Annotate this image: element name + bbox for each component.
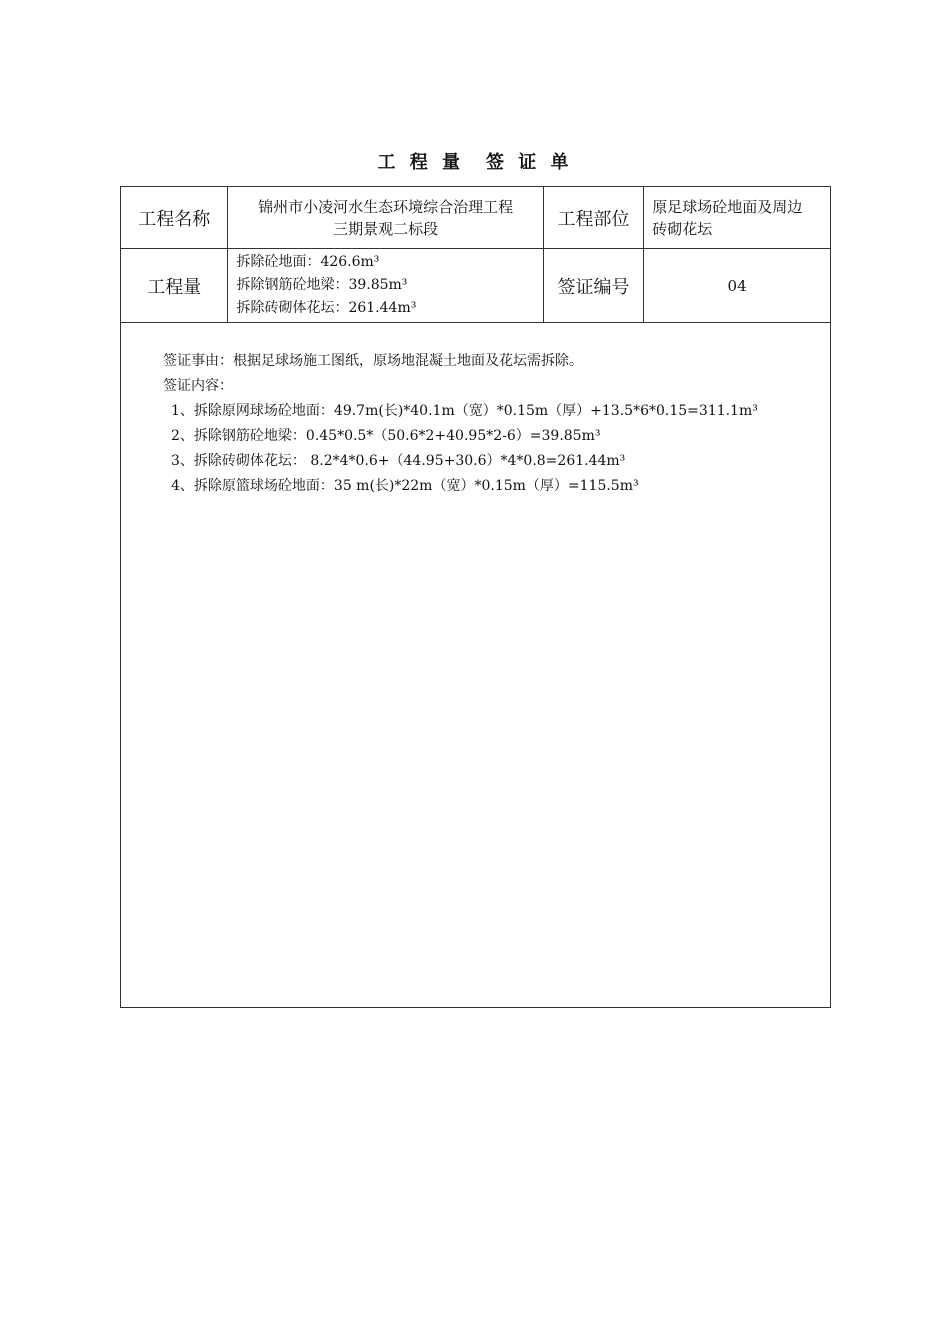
quantity-values	[228, 249, 543, 323]
title-part-visa: 签 证 单	[486, 152, 573, 173]
location-value	[644, 187, 831, 249]
visa-content-cell	[121, 323, 831, 1008]
quantity-item-flower-bed: 拆除砖砌体花坛：261.44m³	[236, 300, 417, 316]
location-line-1: 原足球场砼地面及周边	[652, 197, 803, 216]
location-line-2: 砖砌花坛	[652, 219, 713, 238]
quantity-item-concrete-floor: 拆除砼地面：426.6m³	[236, 254, 380, 270]
content-item-1: 1、拆除原网球场砼地面：49.7m(长)*40.1m（宽）*0.15m（厚）+13.5*6*0.15=311.1m³	[171, 403, 758, 419]
title-part-quantity: 工 程 量	[377, 152, 464, 173]
quantity-item-ground-beam: 拆除钢筋砼地梁：39.85m³	[236, 277, 408, 293]
visa-content-label: 签证内容：	[163, 378, 233, 394]
project-name-line-2: 三期景观二标段	[333, 219, 439, 238]
project-name-label: 工程名称	[121, 187, 228, 249]
serial-value: 04	[644, 249, 831, 323]
visa-reason: 签证事由：根据足球场施工图纸，原场地混凝土地面及花坛需拆除。	[163, 353, 583, 369]
document-title	[0, 148, 950, 174]
content-item-2: 2、拆除钢筋砼地梁：0.45*0.5*（50.6*2+40.95*2-6）=39.85m³	[171, 428, 601, 444]
table-row-quantity	[121, 249, 831, 323]
location-label: 工程部位	[543, 187, 643, 249]
table-row-project	[121, 187, 831, 249]
project-name-value	[228, 187, 543, 249]
content-item-3: 3、拆除砖砌体花坛： 8.2*4*0.6+（44.95+30.6）*4*0.8=261.44m³	[171, 453, 626, 469]
visa-content	[121, 323, 830, 499]
table-row-content	[121, 323, 831, 1008]
serial-label: 签证编号	[543, 249, 643, 323]
content-item-4: 4、拆除原篮球场砼地面：35 m(长)*22m（宽）*0.15m（厚）=115.5m³	[171, 478, 639, 494]
quantity-label: 工程量	[121, 249, 228, 323]
visa-form-table	[120, 186, 831, 1008]
project-name-line-1: 锦州市小凌河水生态环境综合治理工程	[258, 197, 514, 216]
